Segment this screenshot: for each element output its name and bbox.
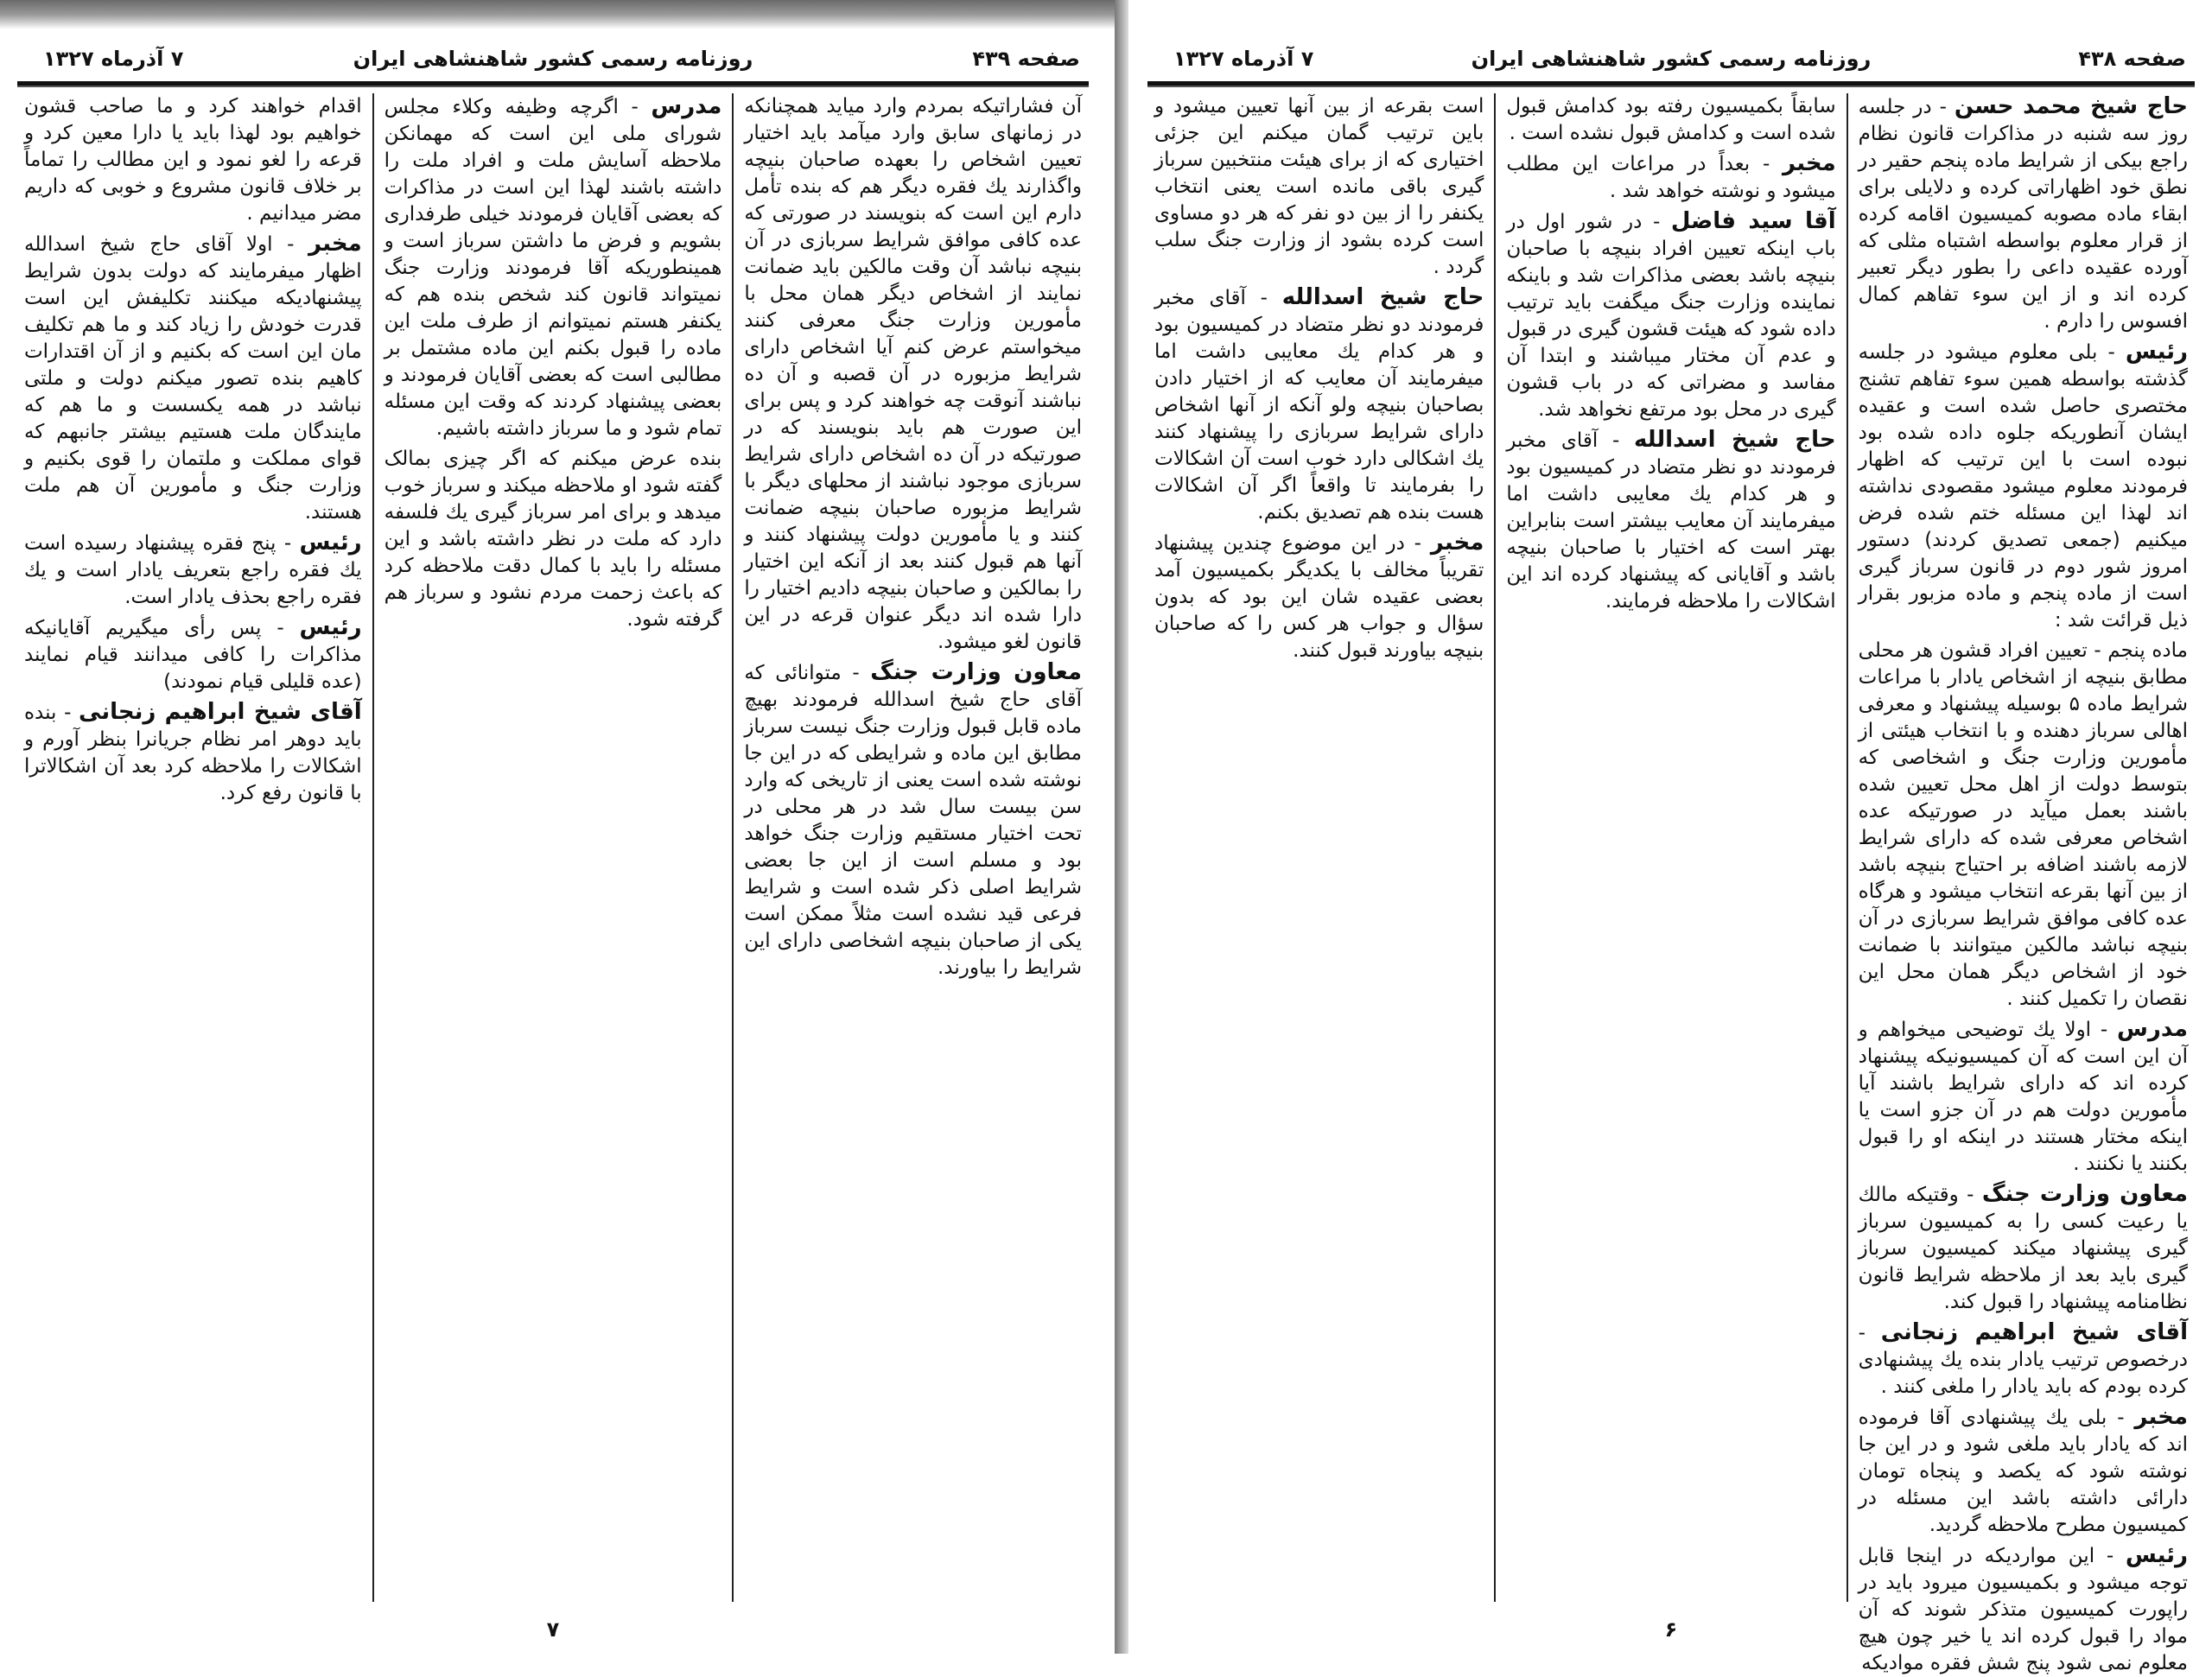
speaker-name: مخبر — [1783, 150, 1836, 176]
paragraph — [744, 93, 1082, 656]
speaker-name: معاون وزارت جنگ — [1981, 1181, 2189, 1207]
text-column — [1496, 93, 1847, 1602]
paragraph-text: متوانائی که آقای حاج شیخ اسدالله فرمودند بهیچ ماده قابل قبول وزارت جنگ نیست سرباز مطابق این ماده و شرایطی که در این جا نوشته شده است یعنی از تاریخی که وارد سن بیست سال شد در هر محلی در تحت اختیار مستقیم وزارت جنگ خواهد بود و مسلم است از این جا بعضی شرایط اصلی ذکر شده است و شرایط فرعی قید نشده است مثلاً ممکن است یکی از صاحبان بنیچه اشخاصی دارای این شرایط را بیاورند. — [744, 662, 1082, 979]
speaker-name: مدرس — [651, 93, 722, 119]
paragraph: رئیس - این مواردیکه در اینجا قابل توجه میشود و بکمیسیون میرود باید در راپورت کمیسیون متذکر شوند که آن مواد را قبول کرده اند یا خیر چون هیچ معلوم نمی شود پنج شش فقره موادیکه — [1858, 1542, 2188, 1674]
paragraph-text: درخصوص ترتیب یادار بنده یك پیشنهادی کرده بودم که باید یادار را ملغی کنند . — [1858, 1349, 2188, 1398]
paragraph-text: سابقاً بکمیسیون رفته بود کدامش قبول شده است و کدامش قبول نشده است . — [1506, 95, 1836, 144]
paragraph: مخبر - اولا آقای حاج شیخ اسدالله اظهار میفرمایند که دولت بدون شرایط پیشنهادیکه میکنند تکلیفش این است قدرت خودش را زیاد کند و ما هم تکلیف مان این است که بکنیم و از آن اقتدارات کاهیم بنده تصور میکنم دولت و ملتی نباشد در همه یکسست و ما هم که مایندگان ملت هستیم بیشتر جانبهم که قوای مملکت و ملتمان را قوی بکنیم و وزارت جنگ و مأمورین آن هم ملت هستند. — [23, 231, 362, 524]
text-column — [1144, 93, 1496, 1602]
header-rule — [17, 81, 1089, 87]
page-label: صفحه ۴۳۹ — [972, 47, 1080, 71]
speaker-name: آقای شیخ ابراهیم زنجانی — [79, 699, 362, 725]
paragraph-text: بعداً در مراعات این مطلب میشود و نوشته خواهد شد . — [1506, 153, 1836, 202]
speaker-name: معاون وزارت جنگ — [870, 659, 1083, 685]
paragraph: رئیس - پس رأی میگیریم آقایانیکه مذاکرات را کافی میدانند قیام نمایند (عده قلیلی قیام نمودند) — [23, 614, 362, 693]
paragraph-text: ماده پنجم - تعیین افراد قشون هر محلی مطابق بنیچه از اشخاص یادار با مراعات شرایط ماده ۵ بوسیله پیشنهاد و معرفی اهالی سرباز دهنده و با انتخاب هیئتی از مأمورین وزارت جنگ و اشخاصی که بتوسط دولت از اهل محل تعیین شده باشند بعمل میآید در صورتیکه عده اشخاص معرفی شده که دارای شرایط لازمه باشند اضافه بر احتیاج بنیچه باشد از بین آنها بقرعه انتخاب میشود و هرگاه عده کافی موافق شرایط سربازی در آن بنیچه نباشد مالکین میتوانند با ضمانت خود از اشخاص دیگر همان محل این نقصان را تکمیل کنند . — [1858, 639, 2188, 1010]
speaker-name: آقا سید فاضل — [1670, 208, 1836, 234]
speaker-name: رئیس — [2125, 339, 2188, 365]
paragraph: مدرس - اگرچه وظیفه وکلاء مجلس شورای ملی این است که مهمانکن ملاحظه آسایش ملت و افراد ملت را داشته باشند لهذا این است در مذاکرات که بعضی آقایان فرمودند خیلی طرفداری بشویم و فرض ما داشتن سرباز است و همینطوریکه آقا فرمودند وزارت جنگ نمیتواند قانون کند شخص بنده هم که یکنفر هستم نمیتوانم از طرف ملت این ماده را قبول بکنم این ماده مشتمل بر مطالبی است که بعضی آقایان فرمودند و بعضی پیشنهاد کردند که وقت این مسئله تمام شود و ما سرباز داشته باشیم. — [384, 93, 722, 440]
paragraph: معاون وزارت جنگ - وقتیکه مالك یا رعیت کسی را به کمیسیون سرباز گیری پیشنهاد میکند کمیسیون سرباز گیری باید بعد از ملاحظه شرایط قانون نظامنامه پیشنهاد را قبول کند. — [1858, 1181, 2189, 1313]
paragraph-text: اقدام خواهند کرد و ما صاحب قشون خواهیم بود لهذا باید یا دارا معین کرد و قرعه را لغو نمود و این مطالب را تماماً بر خلاف قانون مشروع و خوبی که داریم مضر میدانیم . — [23, 95, 362, 225]
paragraph-text: بنده عرض میکنم که اگر چیزی بمالک گفته شود او ملاحظه میکند و سرباز خوب میدهد و برای امر سرباز گیری یك فلسفه دارد که ملت در نظر داشته باشد و این مسئله را باید با کمال دقت ملاحظه کرد که باعث زحمت مردم نشود و سرباز هم گرفته شود. — [384, 448, 722, 631]
paragraph: حاج شیخ اسدالله - آقای مخبر فرمودند دو نظر متضاد در کمیسیون بود و هر کدام یك معایبی داشت اما میفرمایند آن معایب که از اختیار دادن بصاحبان بنیچه ولو آنکه از آنها اشخاص دارای شرایط سربازی را پیشنهاد کنند یك اشکالی دارد خوب است آن اشکالات را بفرمایند تا واقعاً اگر آن اشکالات هست بنده هم تصدیق بکنم. — [1154, 284, 1484, 524]
paragraph-text: بنده باید دوهر امر نظام جریانرا بنظر آورم و اشکالات را ملاحظه کرد بعد آن اشکالاترا با قانون رفع کرد. — [23, 702, 362, 804]
paragraph: رئیس - پنج فقره پیشنهاد رسیده است یك فقره راجع بتعریف یادار است و یك فقره راجع بحذف یادار است. — [23, 530, 362, 608]
paragraph-text: در این موضوع چندین پیشنهاد تقریباً مخالف با یکدیگر بکمیسیون آمد بعضی عقیده شان این بود که بدون سؤال و جواب هر کس را که صاحبان بنیچه بیاورند قبول کنند. — [1154, 532, 1484, 662]
paragraph-text: بلی معلوم میشود در جلسه گذشته بواسطه همین سوء تفاهم تشنج مختصری حاصل شده است و عقیده ایشان آنطوریکه جلوه داده شده بود نبوده است با این ترتیب که اظهار فرمودند معلوم میشود مقصودی نداشته اند لهذا این مسئله ختم شده فرض میکنیم (جمعی تصدیق کردند) دستور امروز شور دوم در قانون سرباز گیری است از ماده پنجم و ماده مزبور بقرار ذیل قرائت شد : — [1858, 341, 2188, 632]
speaker-name: رئیس — [2125, 1542, 2188, 1568]
speaker-name: مدرس — [2117, 1016, 2188, 1042]
paragraph-text: آقای مخبر فرمودند دو نظر متضاد در کمیسیون بود و هر کدام یك معایبی داشت اما میفرمایند آن معایب بیشتر است بنابراین بهتر است که اختیار با صاحبان بنیچه باشد و آقایانی که پیشنهاد کرده اند این اشکالات را ملاحظه فرمایند. — [1506, 429, 1836, 613]
speaker-name: مخبر — [1430, 530, 1484, 556]
paragraph-text: در شور اول در باب اینکه تعیین افراد بنیچه با صاحبان بنیچه باشد بعضی مذاکرات شد و باینکه نماینده وزارت جنگ میگفت باید ترتیب داده شود که هیئت قشون گیری در قبول و عدم آن مختار میباشند و ابتدا آن مفاسد و مضراتی که در باب قشون گیری در محل بود مرتفع نخواهد شد. — [1506, 211, 1836, 421]
page-number: ۶ — [1664, 1617, 1678, 1642]
speaker-name: حاج شیخ اسدالله — [1634, 427, 1836, 453]
page-439 — [9, 0, 1097, 1654]
paragraph-text: اولا یك توضیحی میخواهم و آن این است که آن کمیسیونیکه پیشنهاد کرده اند که دارای شرایط باشند آیا مأمورین دولت هم در آن جزو است یا اینکه مختار هستند در اینکه او را قبول بکنند یا نکنند . — [1858, 1019, 2188, 1175]
paragraph: آقای شیخ ابراهیم زنجانی - درخصوص ترتیب یادار بنده یك پیشنهادی کرده بودم که باید یادار را ملغی کنند . — [1858, 1319, 2188, 1398]
speaker-name: آقای شیخ ابراهیم زنجانی — [1880, 1319, 2188, 1345]
paragraph: مخبر - بعداً در مراعات این مطلب میشود و نوشته خواهد شد . — [1506, 150, 1836, 202]
paragraph: مخبر - بلی یك پیشنهادی آقا فرموده اند که یادار باید ملغی شود و در این جا نوشته شود که یکصد و پنجاه تومان دارائی داشته باشد این مسئله در کمیسیون مطرح ملاحظه گردید. — [1858, 1404, 2188, 1536]
paragraph-text: بلی یك پیشنهادی آقا فرموده اند که یادار باید ملغی شود و در این جا نوشته شود که یکصد و پنجاه تومان دارائی داشته باشد این مسئله در کمیسیون مطرح ملاحظه گردید. — [1858, 1407, 2188, 1536]
text-columns — [14, 93, 1092, 1602]
page-header — [1139, 40, 2203, 78]
text-column — [734, 93, 1092, 1602]
paragraph: رئیس - بلی معلوم میشود در جلسه گذشته بواسطه همین سوء تفاهم تشنج مختصری حاصل شده است و عقیده ایشان آنطوریکه جلوه داده شده بود نبوده است با این ترتیب که اظهار فرمودند معلوم میشود مقصودی نداشته اند لهذا این مسئله ختم شده فرض میکنیم (جمعی تصدیق کردند) دستور امروز شور دوم در قانون سرباز گیری است از ماده پنجم و ماده مزبور بقرار ذیل قرائت شد : — [1858, 339, 2188, 632]
page-number: ۷ — [546, 1617, 560, 1642]
text-column — [14, 93, 374, 1602]
page-438 — [1139, 0, 2203, 1674]
paragraph: مدرس - اولا یك توضیحی میخواهم و آن این است که آن کمیسیونیکه پیشنهاد کرده اند که دارای شرایط باشند آیا مأمورین دولت هم در آن جزو است یا اینکه مختار هستند در اینکه او را قبول بکنند یا نکنند . — [1858, 1016, 2188, 1175]
speaker-name: مخبر — [308, 231, 362, 257]
issue-date: ۷ آذرماه ۱۳۲۷ — [1173, 47, 1314, 71]
paragraph-text: اولا آقای حاج شیخ اسدالله اظهار میفرمایند که دولت بدون شرایط پیشنهادیکه میکنند تکلیفش این است قدرت خودش را زیاد کند و ما هم تکلیف مان این است که بکنیم و از آن اقتدارات کاهیم بنده تصور میکنم دولت و ملتی نباشد در همه یکسست و ما هم که مایندگان ملت هستیم بیشتر جانبهم که قوای مملکت و ملتمان را قوی بکنیم و وزارت جنگ و مأمورین آن هم ملت هستند. — [23, 233, 362, 524]
paragraph — [385, 446, 722, 633]
paragraph-text: است بقرعه از بین آنها تعیین میشود و باین ترتیب گمان میکنم این جزئی اختیاری که از برای هیئت منتخبین سرباز گیری باقی مانده است یعنی انتخاب یکنفر را از بین دو نفر که هر دو مساوی است کرده بشود از وزارت جنگ سلب گردد . — [1154, 95, 1484, 278]
paragraph: مخبر - در این موضوع چندین پیشنهاد تقریباً مخالف با یکدیگر بکمیسیون آمد بعضی عقیده شان این بود که بدون سؤال و جواب هر کس را که صاحبان بنیچه بیاورند قبول کنند. — [1154, 530, 1484, 662]
gazette-title: روزنامه رسمی کشور شاهنشاهی ایران — [1471, 47, 1872, 71]
speaker-name: حاج شیخ اسدالله — [1281, 284, 1484, 310]
speaker-name: رئیس — [299, 530, 362, 556]
text-column — [1848, 93, 2198, 1674]
paragraph-text: در جلسه روز سه شنبه در مذاکرات قانون نظام راجع بیکی از شرایط ماده پنجم حقیر در نطق خود اظهاراتی کرده و دلایلی برای ابقاء ماده مصوبه کمیسیون اقامه کرده از قرار معلوم بواسطه اشتباه مثلی که آورده عقیده داعی را بطور دیگر تعبیر کرده اند و از این سوء تفاهم کمال افسوس را دارم . — [1858, 96, 2188, 333]
speaker-name: حاج شیخ محمد حسن — [1954, 93, 2189, 119]
paragraph: حاج شیخ محمد حسن - در جلسه روز سه شنبه در مذاکرات قانون نظام راجع بیکی از شرایط ماده پنجم حقیر در نطق خود اظهاراتی کرده و دلایلی برای ابقاء ماده مصوبه کمیسیون اقامه کرده از قرار معلوم بواسطه اشتباه مثلی که آورده عقیده داعی را بطور دیگر تعبیر کرده اند و از این سوء تفاهم کمال افسوس را دارم . — [1858, 93, 2189, 333]
book-gutter — [1115, 0, 1128, 1654]
paragraph: آقا سید فاضل - در شور اول در باب اینکه تعیین افراد بنیچه با صاحبان بنیچه باشد بعضی مذاکرات شد و باینکه نماینده وزارت جنگ میگفت باید ترتیب داده شود که هیئت قشون گیری در قبول و عدم آن مختار میباشند و ابتدا آن مفاسد و مضراتی که در باب قشون گیری در محل بود مرتفع نخواهد شد. — [1506, 208, 1836, 421]
paragraph — [1154, 93, 1484, 281]
paragraph-text: آن فشاراتیکه بمردم وارد میاید همچنانکه در زمانهای سابق وارد میآمد باید اختیار تعیین اشخاص را بعهده صاحبان بنیچه واگذارند یك فقره دیگر هم که بنده تأمل دارم این است که بنویسند در صورتی که عده کافی موافق شرایط سربازی در آن بنیچه نباشد آن وقت مالکین باید ضمانت نمایند از اشخاص دیگر همان محل با مأمورین وزارت جنگ معرفی کنند میخواستم عرض کنم آیا اشخاص دارای شرایط مزبوره در آن قصبه و آن ده نباشند آنوقت چه خواهند کرد و پس برای این صورت هم باید بنویسند که در صورتیکه در آن ده اشخاص دارای شرایط سربازی موجود نباشند از محلهای دیگر با شرایط مزبوره صاحبان بنیچه ضمانت کنند و یا مأمورین دولت پیشنهاد کنند و آنها هم قبول کنند بعد از آنکه این اختیار را بمالکین و صاحبان بنیچه دادیم اختیار را دارا شده اند دیگر عنوان قرعه در این قانون لغو میشود. — [744, 95, 1082, 653]
paragraph: آقای شیخ ابراهیم زنجانی - بنده باید دوهر امر نظام جریانرا بنظر آورم و اشکالات را ملاحظه کرد بعد آن اشکالاترا با قانون رفع کرد. — [23, 699, 362, 804]
paragraph-text: این مواردیکه در اینجا قابل توجه میشود و بکمیسیون میرود باید در راپورت کمیسیون متذکر شوند که آن مواد را قبول کرده اند یا خیر چون هیچ معلوم نمی شود پنج شش فقره موادیکه — [1858, 1545, 2188, 1674]
paragraph-text: آقای مخبر فرمودند دو نظر متضاد در کمیسیون بود و هر کدام یك معایبی داشت اما میفرمایند آن معایب که از اختیار دادن بصاحبان بنیچه ولو آنکه از آنها اشخاص دارای شرایط سربازی را پیشنهاد کنند یك اشکالی دارد خوب است آن اشکالات را بفرمایند تا واقعاً اگر آن اشکالات هست بنده هم تصدیق بکنم. — [1154, 287, 1484, 524]
header-rule — [1147, 81, 2195, 87]
paragraph: حاج شیخ اسدالله - آقای مخبر فرمودند دو نظر متضاد در کمیسیون بود و هر کدام یك معایبی داشت اما میفرمایند آن معایب بیشتر است بنابراین بهتر است که اختیار با صاحبان بنیچه باشد و آقایانی که پیشنهاد کرده اند این اشکالات را ملاحظه فرمایند. — [1506, 427, 1836, 613]
paragraph-text: اگرچه وظیفه وکلاء مجلس شورای ملی این است که مهمانکن ملاحظه آسایش ملت و افراد ملت را داشته باشند لهذا این است در مذاکرات که بعضی آقایان فرمودند خیلی طرفداری بشویم و فرض ما داشتن سرباز است و همینطوریکه آقا فرمودند وزارت جنگ نمیتواند قانون کند شخص بنده هم که یکنفر هستم نمیتوانم از طرف ملت این ماده را قبول بکنم این ماده مشتمل بر مطالبی است که بعضی آقایان فرمودند و بعضی پیشنهاد کردند که وقت این مسئله تمام شود و ما سرباز داشته باشیم. — [384, 96, 722, 440]
paragraph-text: پنج فقره پیشنهاد رسیده است یك فقره راجع بتعریف یادار است و یك فقره راجع بحذف یادار است. — [23, 532, 362, 608]
speaker-name: رئیس — [299, 614, 362, 640]
page-header — [9, 40, 1097, 78]
paragraph-text: پس رأی میگیریم آقایانیکه مذاکرات را کافی میدانند قیام نمایند (عده قلیلی قیام نمودند) — [23, 617, 362, 693]
paragraph: معاون وزارت جنگ - متوانائی که آقای حاج شیخ اسدالله فرمودند بهیچ ماده قابل قبول وزارت جنگ نیست سرباز مطابق این ماده و شرایطی که در این جا نوشته شده است یعنی از تاریخی که وارد سن بیست سال شد در هر محلی در تحت اختیار مستقیم وزارت جنگ خواهد بود و مسلم است از این جا بعضی شرایط اصلی ذکر شده است و شرایط فرعی قید نشده است مثلاً ممکن است یکی از صاحبان بنیچه اشخاصی دارای این شرایط را بیاورند. — [744, 659, 1083, 979]
text-column — [374, 93, 734, 1602]
issue-date: ۷ آذرماه ۱۳۲۷ — [43, 47, 184, 71]
paragraph — [24, 93, 362, 227]
paragraph — [1506, 93, 1835, 147]
speaker-name: مخبر — [2134, 1404, 2188, 1430]
gazette-title: روزنامه رسمی کشور شاهنشاهی ایران — [353, 47, 753, 71]
paragraph — [1859, 638, 2188, 1013]
page-label: صفحه ۴۳۸ — [2078, 47, 2186, 71]
paragraph-text: وقتیکه مالك یا رعیت کسی را به کمیسیون سرباز گیری پیشنهاد میکند کمیسیون سرباز گیری باید بعد از ملاحظه شرایط قانون نظامنامه پیشنهاد را قبول کند. — [1858, 1184, 2188, 1313]
text-columns — [1144, 93, 2198, 1674]
